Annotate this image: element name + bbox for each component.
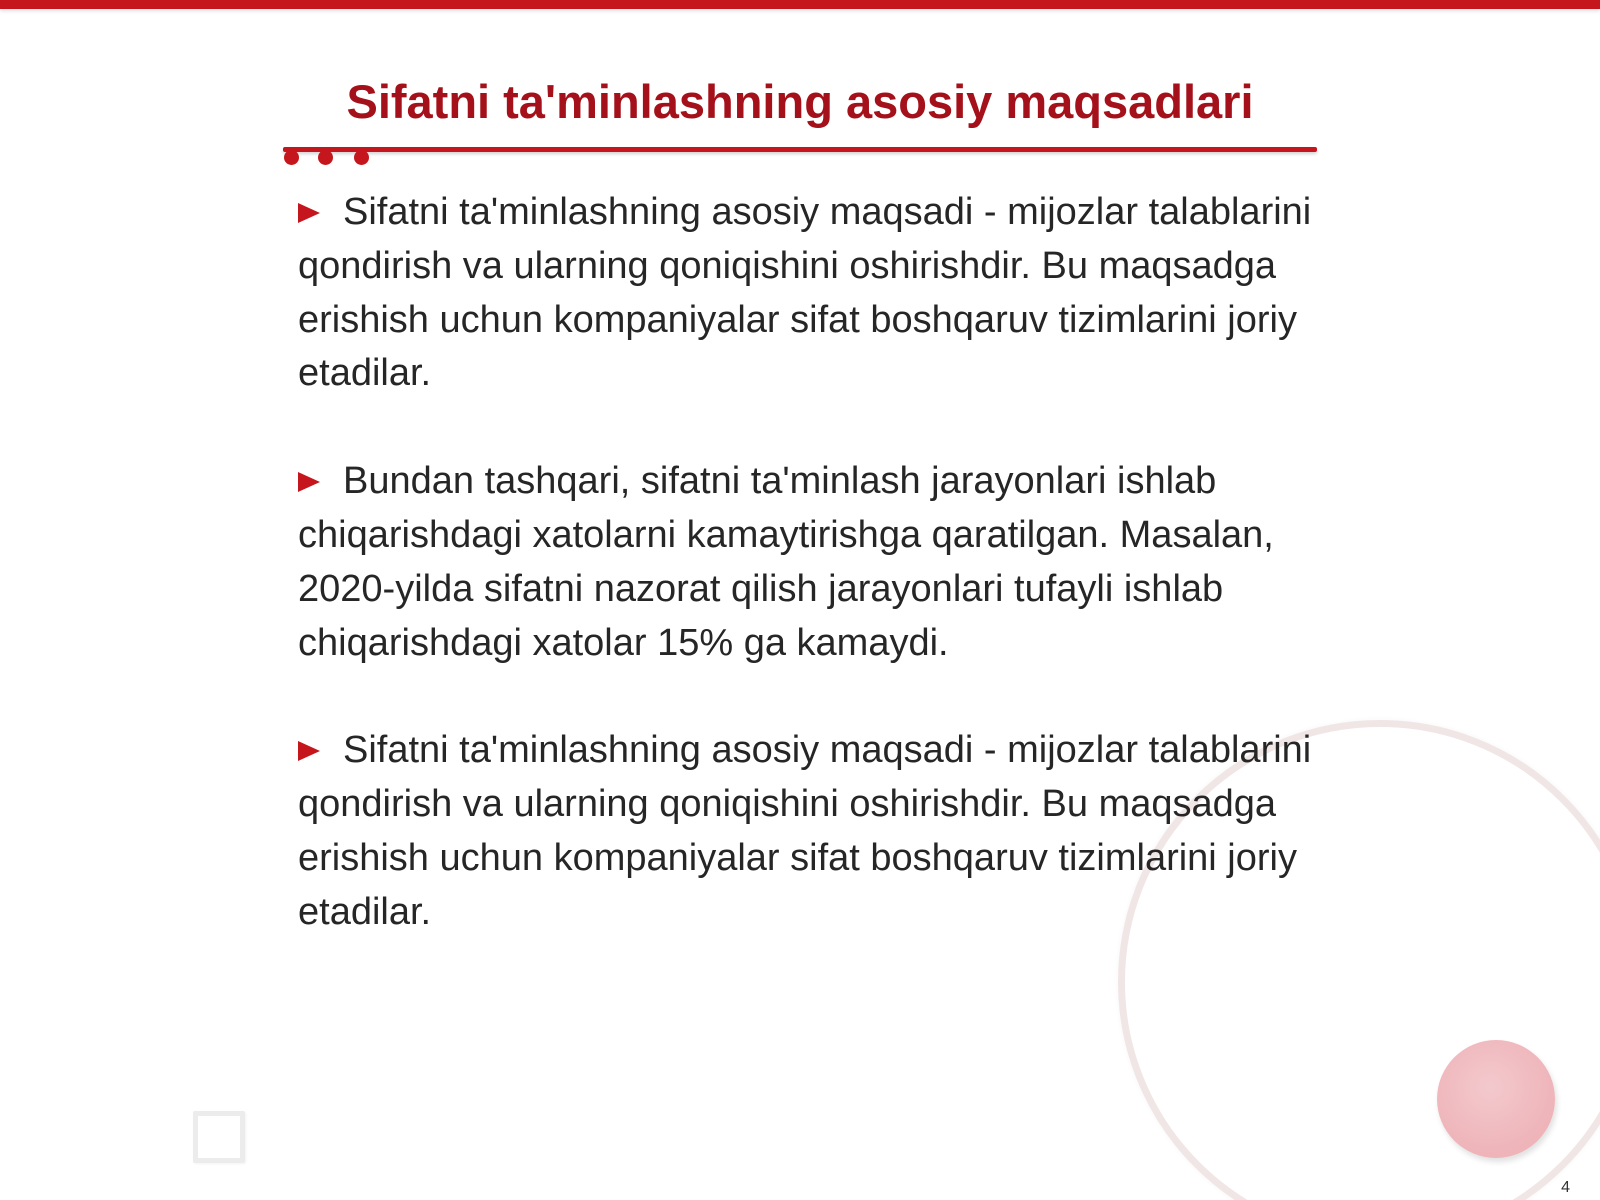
bullet-paragraph — [298, 724, 1318, 939]
triangle-right-icon — [298, 741, 320, 761]
triangle-right-icon — [298, 203, 320, 223]
page-number: 4 — [1561, 1179, 1570, 1196]
bullet-paragraph — [298, 455, 1318, 670]
bullet-paragraph — [298, 186, 1318, 401]
decor-dot — [284, 150, 299, 165]
triangle-right-icon — [298, 472, 320, 492]
paragraph-text: Sifatni ta'minlashning asosiy maqsadi - mijozlar talablarini qondirish va ularning qoniqishini oshirishdir. Bu maqsadga erishish uchun kompaniyalar sifat boshqaruv tizimlarini joriy etadilar. — [298, 191, 1312, 395]
paragraph-text: Sifatni ta'minlashning asosiy maqsadi - mijozlar talablarini qondirish va ularning qoniqishini oshirishdir. Bu maqsadga erishish uchun kompaniyalar sifat boshqaruv tizimlarini joriy etadilar. — [298, 729, 1312, 933]
decor-square-outline — [193, 1111, 245, 1163]
title-underline — [283, 147, 1317, 152]
decor-circle-filled — [1437, 1040, 1555, 1158]
bullet-list — [298, 186, 1318, 994]
top-accent-bar — [0, 0, 1600, 9]
decor-dot — [318, 150, 333, 165]
decor-dot — [354, 150, 369, 165]
paragraph-text: Bundan tashqari, sifatni ta'minlash jarayonlari ishlab chiqarishdagi xatolarni kamaytirishga qaratilgan. Masalan, 2020-yilda sifatni nazorat qilish jarayonlari tufayli ishlab chiqarishdagi xatolar 15% ga kamaydi. — [298, 460, 1274, 664]
slide-title: Sifatni ta'minlashning asosiy maqsadlari — [346, 75, 1254, 128]
